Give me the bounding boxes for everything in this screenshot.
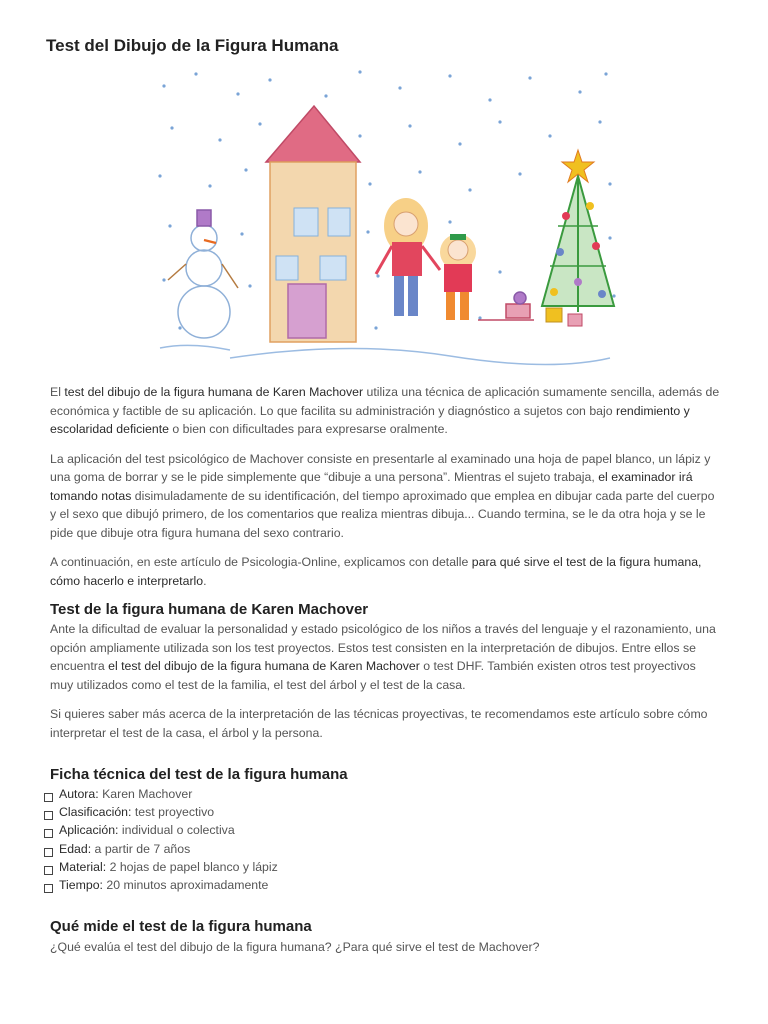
checkbox-bullet-icon (44, 866, 53, 875)
list-item: Edad: a partir de 7 años (50, 840, 722, 858)
intro-paragraph-2: La aplicación del test psicológico de Machover consiste en presentarle al examinado una hoja de papel blanco, un lápiz y una goma de borrar y se le pide simplemente que “dibuje a una persona”. Mientras el sujeto trabaja, el examinador irá tomando notas disimuladamente de su identificación, del tiempo aproximado que emplea en dibujar cada parte del cuerpo y el sexo que dibujó primero, de los comentarios que realiza mientras dibuja... Cuando termina, se le da otra hoja y se le pide que dibuje otra figura humana del sexo contrario. (50, 451, 715, 540)
machover-paragraph-1: Ante la dificultad de evaluar la personalidad y estado psicológico de los niños a través del lenguaje y el razonamiento, una opción ampliamente utilizada son los test proyectos. Estos test consisten en la interpretación de dibujos. Entre ellos se encuentra el test del dibujo de la figura humana de Karen Machover o test DHF. También existen otros test proyectivos muy utilizados como el test de la familia, el test del árbol y el test de la casa. (50, 622, 716, 692)
list-item: Clasificación: test proyectivo (50, 803, 722, 821)
list-item: Autora: Karen Machover (50, 785, 722, 803)
child-drawing-image (150, 66, 620, 372)
link-rendimiento[interactable]: rendimiento y escolaridad deficiente (50, 403, 690, 436)
checkbox-bullet-icon (44, 793, 53, 802)
list-item: Aplicación: individual o colectiva (50, 821, 722, 839)
mide-paragraph-1: ¿Qué evalúa el test del dibujo de la figura humana? ¿Para qué sirve el test de Machover? (50, 940, 540, 955)
section-heading-mide: Qué mide el test de la figura humana (50, 918, 312, 936)
checkbox-bullet-icon (44, 829, 53, 838)
intro-paragraph-1: El test del dibujo de la figura humana de Karen Machover utiliza una técnica de aplicación sumamente sencilla, además de económica y factible de su aplicación. Lo que facilita su administración y diagnóstico a sujetos con bajo rendimiento y escolaridad deficiente o bien con dificultades para expresarse oralmente. (50, 385, 720, 436)
section-heading-ficha: Ficha técnica del test de la figura humana (50, 766, 348, 783)
article-body (50, 383, 722, 968)
list-item: Tiempo: 20 minutos aproximadamente (50, 876, 722, 894)
section-heading-machover: Test de la figura humana de Karen Machover (50, 601, 369, 618)
checkbox-bullet-icon (44, 811, 53, 820)
list-item: Material: 2 hojas de papel blanco y lápiz (50, 858, 722, 876)
checkbox-bullet-icon (44, 848, 53, 857)
checkbox-bullet-icon (44, 884, 53, 893)
page-title: Test del Dibujo de la Figura Humana (46, 36, 339, 55)
intro-paragraph-3: A continuación, en este artículo de Psicologia-Online, explicamos con detalle para qué sirve el test de la figura humana, cómo hacerlo e interpretarlo. (50, 555, 702, 588)
emphasis-para-que-sirve: para qué sirve el test de la figura humana, cómo hacerlo e interpretarlo (50, 555, 702, 588)
ficha-list (50, 785, 722, 894)
machover-paragraph-2: Si quieres saber más acerca de la interpretación de las técnicas proyectivas, te recomendamos este artículo sobre cómo interpretar el test de la casa, el árbol y la persona. (50, 707, 708, 740)
link-test-machover[interactable]: test del dibujo de la figura humana de Karen Machover (64, 385, 364, 399)
link-test-dhf[interactable]: el test del dibujo de la figura humana de Karen Machover (108, 659, 420, 673)
emphasis-examinador: el examinador irá tomando notas (50, 470, 693, 503)
